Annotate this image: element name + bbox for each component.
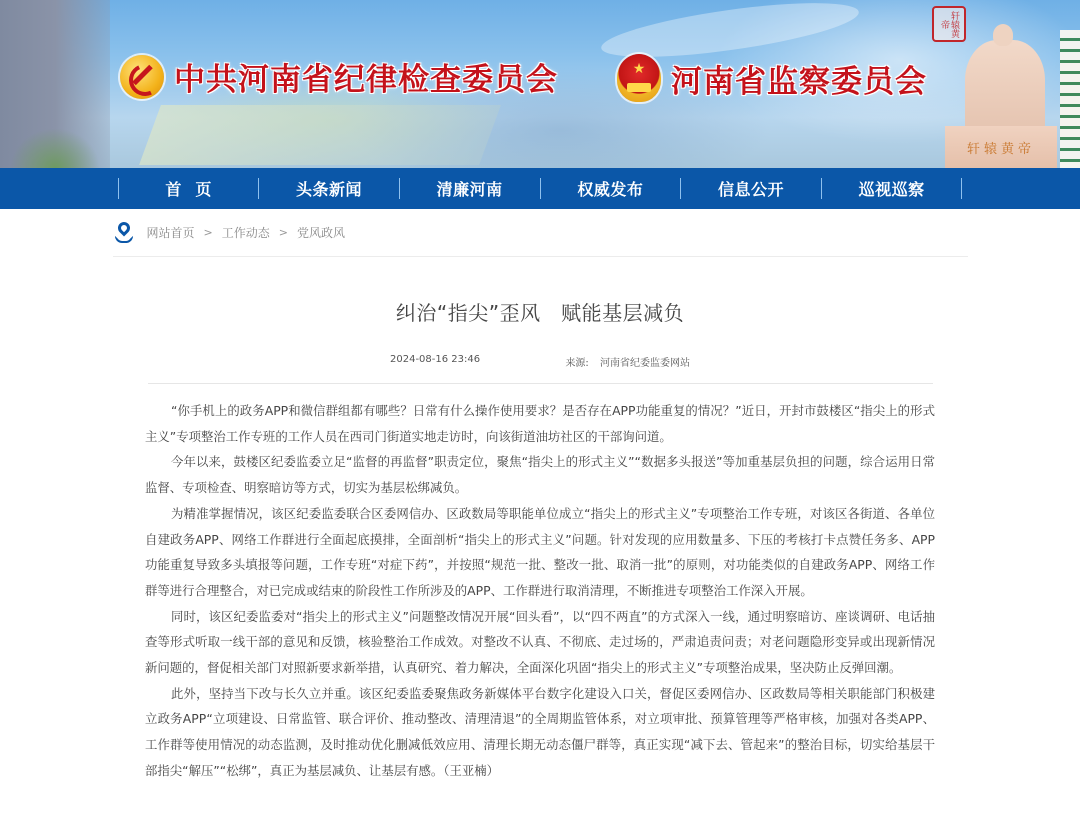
banner-cliff-scenery xyxy=(0,0,110,168)
article-source-label: 来源: xyxy=(565,358,589,369)
article xyxy=(0,257,1080,784)
nav-item-clean-henan[interactable]: 清廉河南 xyxy=(436,180,503,199)
breadcrumb-separator: > xyxy=(278,226,288,239)
nav-item-info-disclosure[interactable]: 信息公开 xyxy=(717,180,784,199)
article-paragraph: 此外，坚持当下改与长久立并重。该区纪委监委聚焦政务新媒体平台数字化建设入口关，督促区委网信办、区政数局等相关职能部门积极建立政务APP“立项建设、日常监管、联合评价、推动整改、清理清退”的全周期监管体系，对立项审批、预算管理等严格审核，加强对各类APP、工作群等使用情况的动态监测，及时推动优化删减低效应用、清理长期无动态僵尸群等，真正实现“减下去、管起来”的整治目标，切实给基层干部指尖“解压”“松绑”，真正为基层减负、让基层有感。（王亚楠） xyxy=(145,685,935,778)
article-paragraph: “你手机上的政务APP和微信群组都有哪些？日常有什么操作使用要求？是否存在APP功能重复的情况？”近日，开封市鼓楼区“指尖上的形式主义”专项整治工作专班的工作人员在西司门街道实地走访时，向该街道油坊社区的干部询问道。 xyxy=(145,403,935,444)
article-source-group xyxy=(565,354,690,369)
national-emblem-icon xyxy=(617,54,661,102)
breadcrumb-home[interactable]: 网站首页 xyxy=(146,226,195,240)
nav-item-official-release[interactable]: 权威发布 xyxy=(577,180,644,199)
nav-divider xyxy=(961,178,962,199)
cpc-discipline-commission-logo[interactable] xyxy=(120,54,558,99)
statue-pedestal xyxy=(945,126,1057,168)
left-org-name: 中共河南省纪律检查委员会 xyxy=(174,62,558,98)
breadcrumb-separator: > xyxy=(203,226,213,239)
banner-fields-scenery xyxy=(139,105,501,165)
supervisory-commission-logo[interactable] xyxy=(617,54,927,102)
pagoda-image xyxy=(1060,30,1080,168)
meta-divider xyxy=(148,383,933,384)
article-meta xyxy=(390,354,690,369)
article-title: 纠治“指尖”歪风 赋能基层减负 xyxy=(395,301,685,325)
location-pin-icon xyxy=(115,222,133,244)
right-org-name: 河南省监察委员会 xyxy=(671,63,927,100)
nav-item-headline-news[interactable]: 头条新闻 xyxy=(296,180,363,199)
red-seal-stamp: 轩辕黄帝 xyxy=(932,6,966,42)
article-source: 河南省纪委监委网站 xyxy=(600,358,690,369)
breadcrumb-work-news[interactable]: 工作动态 xyxy=(221,226,270,240)
article-paragraph: 为精准掌握情况，该区纪委监委联合区委网信办、区政数局等职能单位成立“指尖上的形式主义”专项整治工作专班，对该区各街道、各单位自建政务APP、网络工作群进行全面起底摸排，全面剖析“指尖上的形式主义”问题。针对发现的应用数量多、下压的考核打卡点赞任务多、APP功能重复导致多头填报等问题，工作专班“对症下药”，并按照“规范一批、整改一批、取消一批”的原则，对功能类似的自建政务APP、网络工作群等进行合理整合，对已完成或结束的阶段性工作所涉及的APP、工作群进行取消清理，不断推进专项整治工作深入开展。 xyxy=(145,505,935,598)
article-datetime: 2024-08-16 23:46 xyxy=(390,354,481,365)
main-nav xyxy=(0,168,1080,209)
yellow-emperor-statue-image xyxy=(965,40,1045,140)
nav-item-home[interactable]: 首页 xyxy=(165,180,226,199)
article-paragraph: 同时，该区纪委监委对“指尖上的形式主义”问题整改情况开展“回头看”，以“四不两直”的方式深入一线，通过明察暗访、座谈调研、电话抽查等形式听取一线干部的意见和反馈，核验整治工作成效。对整改不认真、不彻底、走过场的，严肃追责问责；对老问题隐形变异或出现新情况新问题的，督促相关部门对照新要求新举措，认真研究、着力解决，全面深化巩固“指尖上的形式主义”专项整治成果，坚决防止反弹回潮。 xyxy=(145,608,935,676)
article-body xyxy=(145,398,935,784)
pedestal-inscription: 轩辕黄帝 xyxy=(966,141,1035,157)
site-banner xyxy=(0,0,1080,168)
article-paragraph: 今年以来，鼓楼区纪委监委立足“监督的再监督”职责定位，聚焦“指尖上的形式主义”“数据多头报送”等加重基层负担的问题，综合运用日常监督、专项检查、明察暗访等方式，切实为基层松绑减负。 xyxy=(145,454,935,496)
breadcrumb xyxy=(113,209,968,257)
nav-item-inspection[interactable]: 巡视巡察 xyxy=(858,180,925,199)
party-emblem-icon xyxy=(120,55,164,99)
breadcrumb-party-style[interactable]: 党风政风 xyxy=(296,226,345,240)
